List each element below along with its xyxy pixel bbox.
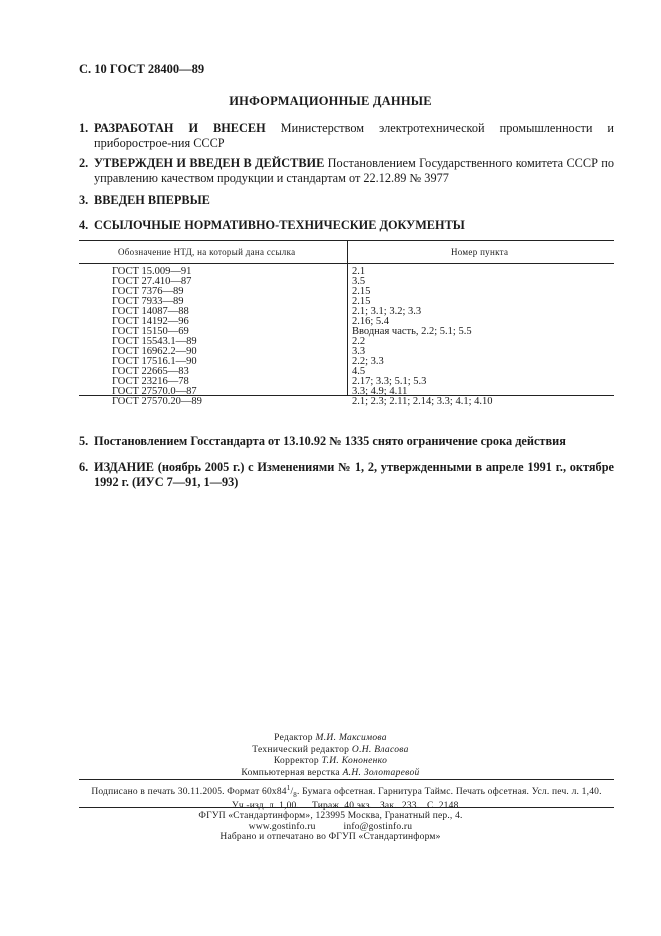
clause-cell: 2.2; 3.3 — [352, 356, 384, 367]
credit-name: А.Н. Золотаревой — [342, 767, 420, 778]
credit-line — [0, 745, 661, 757]
credit-name: Т.И. Кононенко — [321, 756, 388, 766]
credit-role: Компьютерная верстка — [241, 767, 340, 778]
section-text: (ноябрь 2005 г.) с Изменениями № 1, 2, утвержденными в апреле 1991 г., октябре 1992 г. (ИУС 7—91, 1—93) — [94, 460, 614, 489]
designation-cell: ГОСТ 27.410—87 — [112, 276, 192, 287]
designation-cell: ГОСТ 15543.1—89 — [112, 336, 197, 347]
section-3 — [79, 193, 614, 208]
section-number: 2. — [79, 156, 89, 170]
section-text: Министерством электротехнической промышленности и приборострое-ния СССР — [94, 121, 615, 150]
clause-cell: 2.17; 3.3; 5.1; 5.3 — [352, 376, 427, 387]
editorial-credits — [0, 733, 661, 779]
designation-cell: ГОСТ 15.009—91 — [112, 266, 192, 277]
section-heading: ССЫЛОЧНЫЕ НОРМАТИВНО-ТЕХНИЧЕСКИЕ ДОКУМЕНТЫ — [94, 218, 465, 232]
clause-cell: 2.2 — [352, 336, 366, 347]
credit-role: Редактор — [274, 733, 313, 743]
clause-column — [352, 267, 493, 407]
section-1 — [79, 121, 614, 151]
clause-cell: 2.1; 2.3; 2.11; 2.14; 3.3; 4.1; 4.10 — [352, 396, 493, 407]
section-5 — [79, 434, 614, 449]
designation-cell: ГОСТ 7376—89 — [112, 286, 184, 297]
section-heading: ВВЕДЕН ВПЕРВЫЕ — [94, 193, 210, 207]
section-text: Постановлением Государственного комитета СССР по управлению качеством продукции и стандартам от 22.12.89 № 3977 — [94, 156, 614, 185]
format-numerator: 1 — [286, 784, 291, 792]
section-number: 3. — [79, 193, 89, 207]
format-denominator: 8 — [293, 791, 297, 800]
reference-documents-table — [79, 240, 614, 407]
section-2 — [79, 156, 614, 186]
imprint-line-2: Уч.-изд. л. 1,00. Тираж 40 экз. Зак. 233. С 2148. — [231, 801, 462, 812]
credit-line — [0, 768, 661, 780]
page-header: С. 10 ГОСТ 28400—89 — [79, 62, 205, 76]
clause-cell: 2.15 — [352, 286, 371, 297]
clause-cell: 3.3 — [352, 346, 366, 357]
section-heading: ИЗДАНИЕ — [94, 460, 154, 474]
table-header-designation: Обозначение НТД, на который дана ссылка — [118, 247, 296, 257]
credit-line — [0, 756, 661, 768]
publisher-info — [0, 811, 661, 843]
section-number: 5. — [79, 434, 89, 448]
designation-column — [112, 267, 202, 407]
section-number: 6. — [79, 460, 89, 474]
section-text: Постановлением Госстандарта от 13.10.92 № 1335 снято ограничение срока действия — [94, 434, 566, 448]
designation-cell: ГОСТ 15150—69 — [112, 326, 189, 337]
publisher-printer: Набрано и отпечатано во ФГУП «Стандартинформ» — [220, 832, 441, 842]
designation-cell: ГОСТ 17516.1—90 — [112, 356, 197, 367]
imprint-top-rule — [79, 779, 614, 780]
clause-cell: 2.1; 3.1; 3.2; 3.3 — [352, 306, 422, 317]
clause-cell: 2.15 — [352, 296, 371, 307]
clause-cell: 4.5 — [352, 366, 366, 377]
designation-cell: ГОСТ 27570.0—87 — [112, 386, 197, 397]
section-heading: УТВЕРЖДЕН И ВВЕДЕН В ДЕЙСТВИЕ — [94, 156, 325, 170]
publisher-contacts — [0, 822, 661, 833]
credit-role: Технический редактор — [252, 744, 350, 755]
publisher-email[interactable]: info@gostinfo.ru — [343, 821, 413, 832]
designation-cell: ГОСТ 14087—88 — [112, 306, 189, 317]
section-6 — [79, 460, 614, 490]
designation-cell: ГОСТ 23216—78 — [112, 376, 189, 387]
publisher-address: ФГУП «Стандартинформ», 123995 Москва, Гранатный пер., 4. — [198, 811, 463, 821]
clause-cell: 3.5 — [352, 276, 366, 287]
clause-cell: Вводная часть, 2.2; 5.1; 5.5 — [352, 326, 472, 337]
clause-cell: 3.3; 4.9; 4.11 — [352, 386, 408, 397]
designation-cell: ГОСТ 27570.20—89 — [112, 396, 202, 407]
section-4 — [79, 218, 614, 233]
table-header-clause: Номер пункта — [451, 247, 509, 257]
credit-role: Корректор — [273, 756, 319, 766]
designation-cell: ГОСТ 22665—83 — [112, 366, 189, 377]
credit-name: О.Н. Власова — [351, 744, 409, 755]
clause-cell: 2.1 — [352, 266, 366, 277]
section-number: 1. — [79, 121, 89, 135]
clause-cell: 2.16; 5.4 — [352, 316, 390, 327]
section-number: 4. — [79, 218, 89, 232]
publisher-website[interactable]: www.gostinfo.ru — [248, 821, 316, 832]
table-column-divider — [347, 240, 348, 396]
imprint-line-1: Подписано в печать 30.11.2005. Формат $60х84^1/_8$. Бумага офсетная. Гарнитура Таймс. Печать офсетная. Усл. печ. л. 1,40. — [91, 784, 602, 800]
section-heading: РАЗРАБОТАН И ВНЕСЕН — [94, 121, 266, 135]
imprint-bottom-rule — [79, 807, 614, 808]
designation-cell: ГОСТ 7933—89 — [112, 296, 184, 307]
imprint-text: . Бумага офсетная. Гарнитура Таймс. Печать офсетная. Усл. печ. л. 1,40. — [297, 787, 602, 798]
credit-line — [0, 733, 661, 745]
credit-name: М.И. Максимова — [315, 733, 387, 743]
designation-cell: ГОСТ 14192—96 — [112, 316, 189, 327]
designation-cell: ГОСТ 16962.2—90 — [112, 346, 197, 357]
document-title: ИНФОРМАЦИОННЫЕ ДАННЫЕ — [229, 94, 432, 108]
table-bottom-rule — [79, 395, 614, 396]
imprint-text: Подписано в печать 30.11.2005. Формат 60х84 — [91, 787, 287, 798]
